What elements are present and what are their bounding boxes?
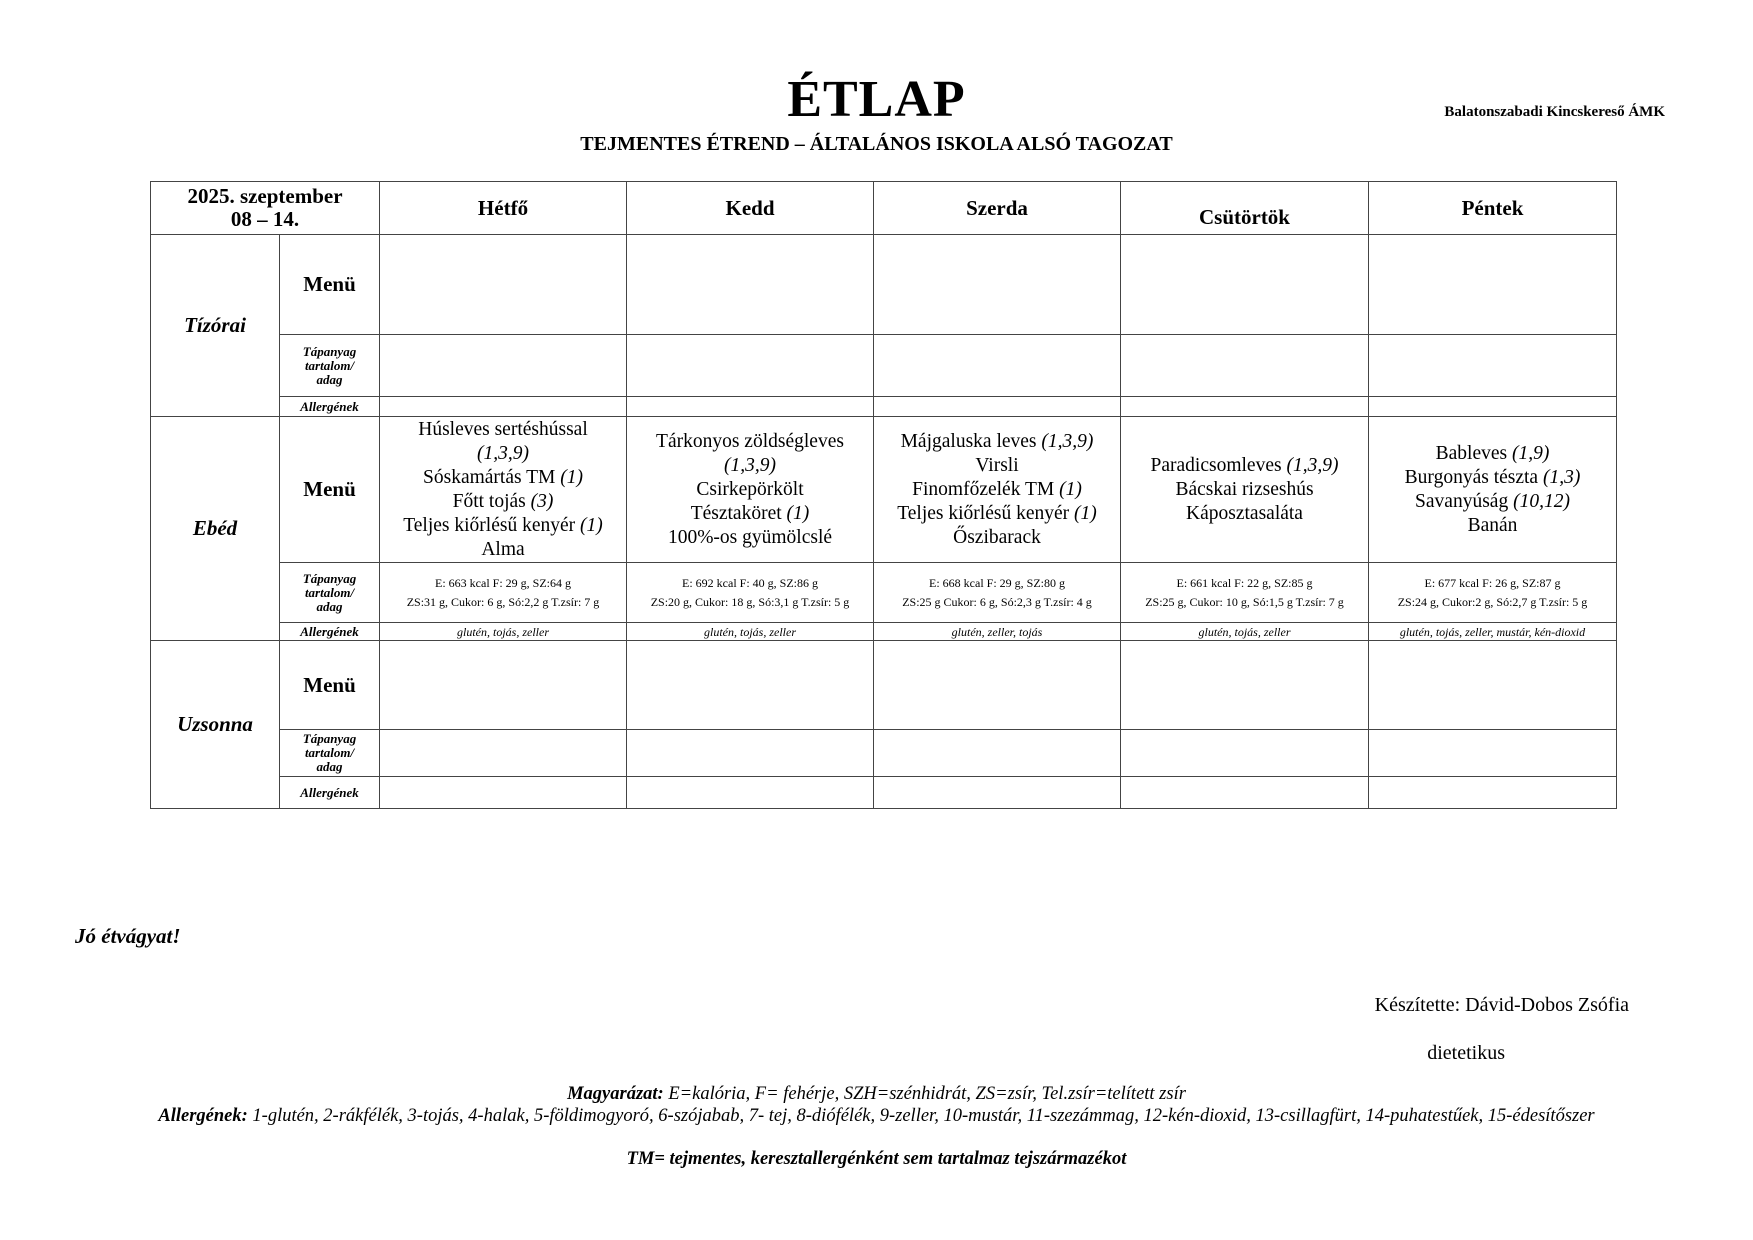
ebed-allergens-monday: glutén, tojás, zeller [380,623,627,641]
menu-cell [627,235,874,335]
dish-name: Sóskamártás TM [423,466,561,488]
allergens-cell [1121,397,1369,417]
dish-name: Alma [481,538,525,560]
uzsonna-allergens-row [151,777,1617,809]
nutrition-line-2: ZS:25 g Cukor: 6 g, Só:2,3 g T.zsír: 4 g [902,594,1092,609]
allergen-codes: (1,3) [1542,466,1581,488]
menu-cell [1369,235,1617,335]
menu-item [1124,502,1365,526]
meal-label-ebed: Ebéd [151,417,280,641]
nutrition-label-line-2: tartalom/ [304,745,355,760]
allergen-codes: (1) [1074,502,1097,524]
nutrition-label-line-2: tartalom/ [304,584,355,600]
menu-cell [874,641,1121,730]
page-title: ÉTLAP [787,71,966,128]
allergen-codes: (1,3,9) [1041,430,1094,452]
nutrition-line-1: E: 692 kcal F: 40 g, SZ:86 g [682,575,818,590]
row-label-nutrition [280,335,380,397]
header-row [151,182,1617,235]
weekly-menu-table [150,181,1617,809]
row-label-allergens: Allergének [280,777,380,809]
row-label-nutrition [280,730,380,777]
nutrition-line-2: ZS:31 g, Cukor: 6 g, Só:2,2 g T.zsír: 7 g [406,594,600,609]
dish-name: Paradicsomleves [1150,454,1287,476]
day-header-tuesday: Kedd [627,182,874,235]
nutrition-line-2: ZS:24 g, Cukor:2 g, Só:2,7 g T.zsír: 5 g [1397,594,1588,609]
nutrition-label-line-1: Tápanyag [302,570,357,586]
author-role: dietetikus [1427,1042,1505,1064]
row-label-menu: Menü [280,641,380,730]
menu-cell [874,235,1121,335]
menu-item [383,490,623,514]
author-line: Készítette: Dávid-Dobos Zsófia [1374,994,1629,1016]
nutrition-label-line-3: adag [316,598,343,614]
legend-label: Magyarázat: [567,1084,664,1104]
dish-name: Bableves [1435,442,1512,464]
nutrition-cell [1369,730,1617,777]
dish-name: Teljes kiőrlésű kenyér [403,514,581,536]
dish-name: Tárkonyos zöldségleves [656,430,844,452]
ebed-menu-wednesday [874,417,1121,563]
menu-cell [1369,641,1617,730]
dish-name: Banán [1467,514,1518,536]
nutrition-line-1: E: 668 kcal F: 29 g, SZ:80 g [929,575,1065,590]
row-label-nutrition [280,563,380,623]
nutrition-label-line-1: Tápanyag [302,343,357,359]
menu-cell [627,641,874,730]
ebed-allergens-tuesday: glutén, tojás, zeller [627,623,874,641]
ebed-menu-friday [1369,417,1617,563]
menu-item [630,430,870,454]
ebed-menu-tuesday [627,417,874,563]
menu-item [1372,466,1613,490]
menu-item [630,526,870,550]
menu-item [1124,454,1365,478]
allergen-legend [100,1106,1653,1127]
allergen-codes: (10,12) [1513,490,1570,512]
organization-name: Balatonszabadi Kincskereső ÁMK [1444,104,1665,120]
dish-name: Húsleves sertéshússal [418,418,588,440]
nutrition-line-1: E: 663 kcal F: 29 g, SZ:64 g [435,575,571,590]
dish-name: Tésztaköret [690,502,787,524]
ebed-menu-monday [380,417,627,563]
dish-name: Savanyúság [1415,490,1514,512]
ebed-allergens-wednesday: glutén, zeller, tojás [874,623,1121,641]
ebed-menu-row [151,417,1617,563]
allergens-cell [380,397,627,417]
nutrition-cell [627,335,874,397]
allergen-codes: (3) [530,490,554,512]
allergen-legend-text: 1-glutén, 2-rákfélék, 3-tojás, 4-halak, 5-földimogyoró, 6-szójabab, 7- tej, 8-diófélék, 9-zeller, 10-mustár, 11-szezámmag, 12-kén-dioxid, 13-csillagfürt, 14-puhatestűek, 15-édesítőszer [247,1106,1595,1126]
uzsonna-nutrition-row [151,730,1617,777]
allergens-cell [1369,397,1617,417]
allergens-cell [627,397,874,417]
row-label-menu: Menü [280,417,380,563]
menu-item [383,514,623,538]
day-header-wednesday: Szerda [874,182,1121,235]
menu-item [383,466,623,490]
dish-name: 100%-os gyümölcslé [667,526,833,548]
menu-item [877,526,1117,550]
menu-cell [1121,641,1369,730]
nutrition-cell [1121,730,1369,777]
ebed-nutrition-row [151,563,1617,623]
nutrition-cell [1121,335,1369,397]
nutrition-line-1: E: 677 kcal F: 26 g, SZ:87 g [1424,575,1561,590]
allergens-cell [874,777,1121,809]
nutrition-label-line-3: adag [316,759,343,774]
menu-item [1372,490,1613,514]
date-line-1: 2025. szeptember [187,184,343,208]
nutrition-label-line-1: Tápanyag [302,731,357,746]
day-header-monday: Hétfő [380,182,627,235]
ebed-nutrition-monday [380,563,627,623]
dish-name: Káposztasaláta [1186,502,1303,524]
abbreviation-legend [100,1084,1653,1105]
nutrition-cell [1369,335,1617,397]
menu-item [1124,478,1365,502]
date-range-cell [151,182,380,235]
menu-item [877,454,1117,478]
dish-name: Finomfőzelék TM [912,478,1060,500]
allergen-codes: (1) [1059,478,1082,500]
dish-name: Őszibarack [953,526,1041,548]
tizorai-allergens-row [151,397,1617,417]
ebed-nutrition-tuesday [627,563,874,623]
menu-cell [380,641,627,730]
allergen-codes: (1) [560,466,583,488]
allergen-codes: (1,3,9) [724,454,776,476]
nutrition-cell [874,730,1121,777]
nutrition-line-2: ZS:25 g, Cukor: 10 g, Só:1,5 g T.zsír: 7 g [1145,594,1344,609]
nutrition-line-2: ZS:20 g, Cukor: 18 g, Só:3,1 g T.zsír: 5 g [650,594,850,609]
closing-wish: Jó étvágyat! [75,924,181,948]
menu-item [1372,442,1613,466]
date-line-2: 08 – 14. [230,207,300,231]
row-label-allergens: Allergének [280,623,380,641]
dish-name: Bácskai rizseshús [1175,478,1314,500]
page-subtitle: TEJMENTES ÉTREND – ÁLTALÁNOS ISKOLA ALSÓ TAGOZAT [580,133,1173,155]
ebed-allergens-row [151,623,1617,641]
ebed-nutrition-thursday [1121,563,1369,623]
row-label-allergens: Allergének [280,397,380,417]
allergen-codes: (1) [786,502,810,524]
row-label-menu: Menü [280,235,380,335]
nutrition-cell [380,335,627,397]
tm-note: TM= tejmentes, keresztallergénként sem tartalmaz tejszármazékot [626,1149,1127,1169]
ebed-menu-thursday [1121,417,1369,563]
dish-name: Burgonyás tészta [1404,466,1543,488]
uzsonna-menu-row [151,641,1617,730]
allergen-codes: (1,9) [1511,442,1550,464]
tizorai-menu-row [151,235,1617,335]
menu-item [383,442,623,466]
allergen-legend-label: Allergének: [158,1106,248,1126]
dish-name: Csirkepörkölt [696,478,804,500]
dish-name: Májgaluska leves [900,430,1042,452]
ebed-nutrition-wednesday [874,563,1121,623]
nutrition-label-line-2: tartalom/ [304,357,355,373]
menu-item [1372,514,1613,538]
menu-item [630,478,870,502]
legend-text: E=kalória, F= fehérje, SZH=szénhidrát, ZS=zsír, Tel.zsír=telített zsír [663,1084,1186,1104]
nutrition-cell [627,730,874,777]
menu-cell [380,235,627,335]
allergens-cell [627,777,874,809]
dish-name: Teljes kiőrlésű kenyér [897,502,1075,524]
allergen-codes: (1) [580,514,603,536]
day-header-thursday: Csütörtök [1121,182,1369,235]
allergens-cell [1121,777,1369,809]
menu-item [630,502,870,526]
ebed-allergens-friday: glutén, tojás, zeller, mustár, kén-dioxid [1369,623,1617,641]
day-header-friday: Péntek [1369,182,1617,235]
menu-cell [1121,235,1369,335]
allergens-cell [1369,777,1617,809]
nutrition-line-1: E: 661 kcal F: 22 g, SZ:85 g [1176,575,1313,590]
nutrition-cell [380,730,627,777]
allergens-cell [380,777,627,809]
dish-name: Főtt tojás [452,490,531,512]
allergens-cell [874,397,1121,417]
allergen-codes: (1,3,9) [1286,454,1339,476]
dish-name: Virsli [975,454,1019,476]
menu-item [383,538,623,562]
tizorai-nutrition-row [151,335,1617,397]
meal-label-uzsonna: Uzsonna [151,641,280,809]
ebed-allergens-thursday: glutén, tojás, zeller [1121,623,1369,641]
ebed-nutrition-friday [1369,563,1617,623]
meal-label-tizorai: Tízórai [151,235,280,417]
menu-item [877,502,1117,526]
menu-item [877,430,1117,454]
menu-item [383,418,623,442]
menu-item [630,454,870,478]
menu-item [877,478,1117,502]
nutrition-cell [874,335,1121,397]
nutrition-label-line-3: adag [316,371,343,387]
allergen-codes: (1,3,9) [477,442,529,464]
